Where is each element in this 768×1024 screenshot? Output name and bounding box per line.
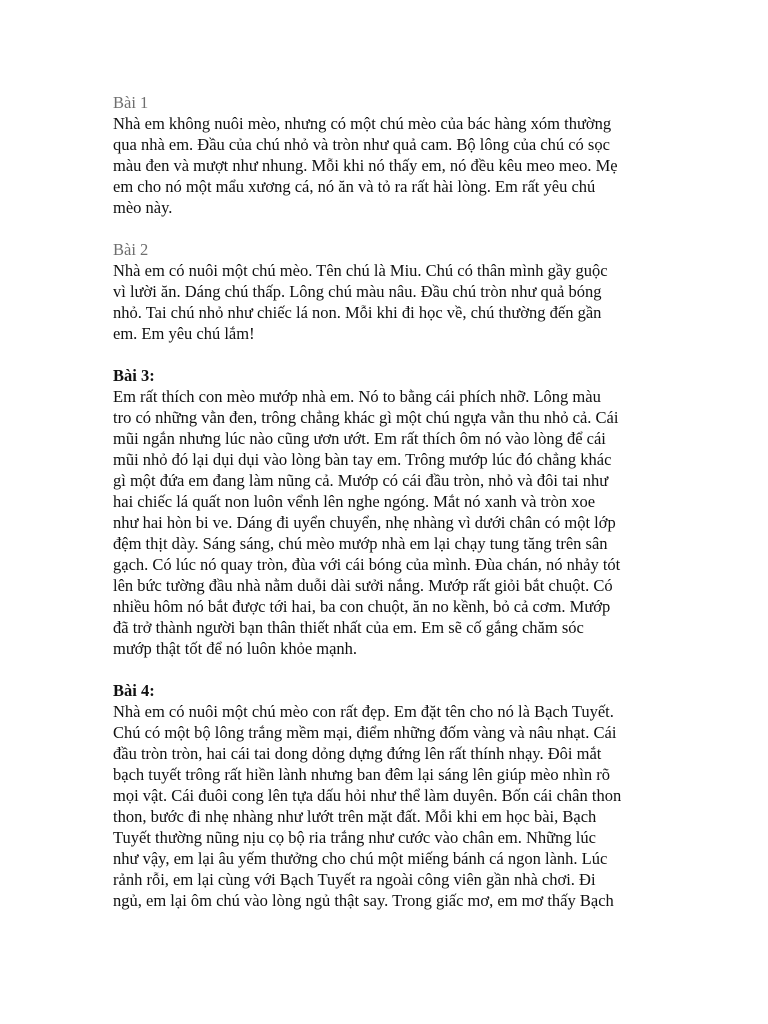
essay-line: màu đen và mượt như nhung. Mỗi khi nó thấy em, nó đều kêu meo meo. Mẹ	[113, 156, 618, 175]
essay-line: mọi vật. Cái đuôi cong lên tựa dấu hỏi như thể làm duyên. Bốn cái chân thon	[113, 786, 622, 805]
essay-line: Em rất thích con mèo mướp nhà em. Nó to bằng cái phích nhỡ. Lông màu	[113, 387, 601, 406]
essay-line: như vậy, em lại âu yếm thưởng cho chú một miếng bánh cá ngon lành. Lúc	[113, 849, 608, 868]
essay-line: Nhà em có nuôi một chú mèo con rất đẹp. Em đặt tên cho nó là Bạch Tuyết.	[113, 702, 614, 721]
essay-line: em. Em yêu chú lắm!	[113, 324, 255, 343]
essay-line: tro có những vằn đen, trông chẳng khác gì một chú ngựa vằn thu nhỏ cả. Cái	[113, 408, 619, 427]
essay-line: mũi ngắn nhưng lúc nào cũng ươn ướt. Em rất thích ôm nó vào lòng để cái	[113, 429, 606, 448]
essay-line: Chú có một bộ lông trắng mềm mại, điểm những đốm vàng và nâu nhạt. Cái	[113, 723, 617, 742]
essay-line: bạch tuyết trông rất hiền lành nhưng ban đêm lại sáng lên giúp mèo nhìn rõ	[113, 765, 610, 784]
essay-line: gạch. Có lúc nó quay tròn, đùa với cái bóng của mình. Đùa chán, nó nhảy tót	[113, 555, 621, 574]
essay-line: đầu tròn tròn, hai cái tai dong dỏng dựng đứng lên rất thính nhạy. Đôi mắt	[113, 744, 602, 763]
essay-line: mướp thật tốt để nó luôn khỏe mạnh.	[113, 639, 358, 658]
essay-heading: Bài 2	[113, 240, 149, 259]
essay-heading: Bài 3:	[113, 366, 155, 385]
essay-line: rảnh rỗi, em lại cùng với Bạch Tuyết ra ngoài công viên gần nhà chơi. Đi	[113, 870, 596, 889]
essay-section-1	[113, 92, 673, 218]
essay-line: qua nhà em. Đầu của chú nhỏ và tròn như quả cam. Bộ lông của chú có sọc	[113, 135, 610, 154]
essay-line: em cho nó một mẩu xương cá, nó ăn và tỏ ra rất hài lòng. Em rất yêu chú	[113, 177, 596, 196]
essay-line: lên bức tường đầu nhà nằm duỗi dài sưởi nắng. Mướp rất giỏi bắt chuột. Có	[113, 576, 613, 595]
essay-heading: Bài 4:	[113, 681, 155, 700]
essay-line: mèo này.	[113, 198, 173, 217]
essay-line: đã trở thành người bạn thân thiết nhất của em. Em sẽ cố gắng chăm sóc	[113, 618, 584, 637]
essay-line: vì lười ăn. Dáng chú thấp. Lông chú màu nâu. Đầu chú tròn như quả bóng	[113, 282, 602, 301]
essay-line: ngủ, em lại ôm chú vào lòng ngủ thật say. Trong giấc mơ, em mơ thấy Bạch	[113, 891, 614, 910]
essay-line: hai chiếc lá quất non luôn vểnh lên nghe ngóng. Mắt nó xanh và tròn xoe	[113, 492, 596, 511]
essay-line: đệm thịt dày. Sáng sáng, chú mèo mướp nhà em lại chạy tung tăng trên sân	[113, 534, 608, 553]
essay-section-2	[113, 239, 673, 344]
essay-line: mũi nhỏ đó lại dụi dụi vào lòng bàn tay em. Trông mướp lúc đó chẳng khác	[113, 450, 612, 469]
essay-section-4	[113, 680, 673, 911]
document-page	[113, 92, 673, 932]
essay-line: gì một đứa em đang làm nũng cả. Mướp có cái đầu tròn, nhỏ và đôi tai như	[113, 471, 609, 490]
essay-line: Nhà em có nuôi một chú mèo. Tên chú là Miu. Chú có thân mình gầy guộc	[113, 261, 608, 280]
essay-section-3	[113, 365, 673, 659]
essay-line: thon, bước đi nhẹ nhàng như lướt trên mặt đất. Mỗi khi em học bài, Bạch	[113, 807, 597, 826]
essay-line: nhiều hôm nó bắt được tới hai, ba con chuột, ăn no kềnh, bỏ cả cơm. Mướp	[113, 597, 611, 616]
essay-line: nhỏ. Tai chú nhỏ như chiếc lá non. Mỗi khi đi học về, chú thường đến gần	[113, 303, 602, 322]
essay-heading: Bài 1	[113, 93, 149, 112]
essay-line: như hai hòn bi ve. Dáng đi uyển chuyển, nhẹ nhàng vì dưới chân có một lớp	[113, 513, 616, 532]
essay-line: Tuyết thường nũng nịu cọ bộ ria trắng như cước vào chân em. Những lúc	[113, 828, 596, 847]
essay-line: Nhà em không nuôi mèo, nhưng có một chú mèo của bác hàng xóm thường	[113, 114, 612, 133]
